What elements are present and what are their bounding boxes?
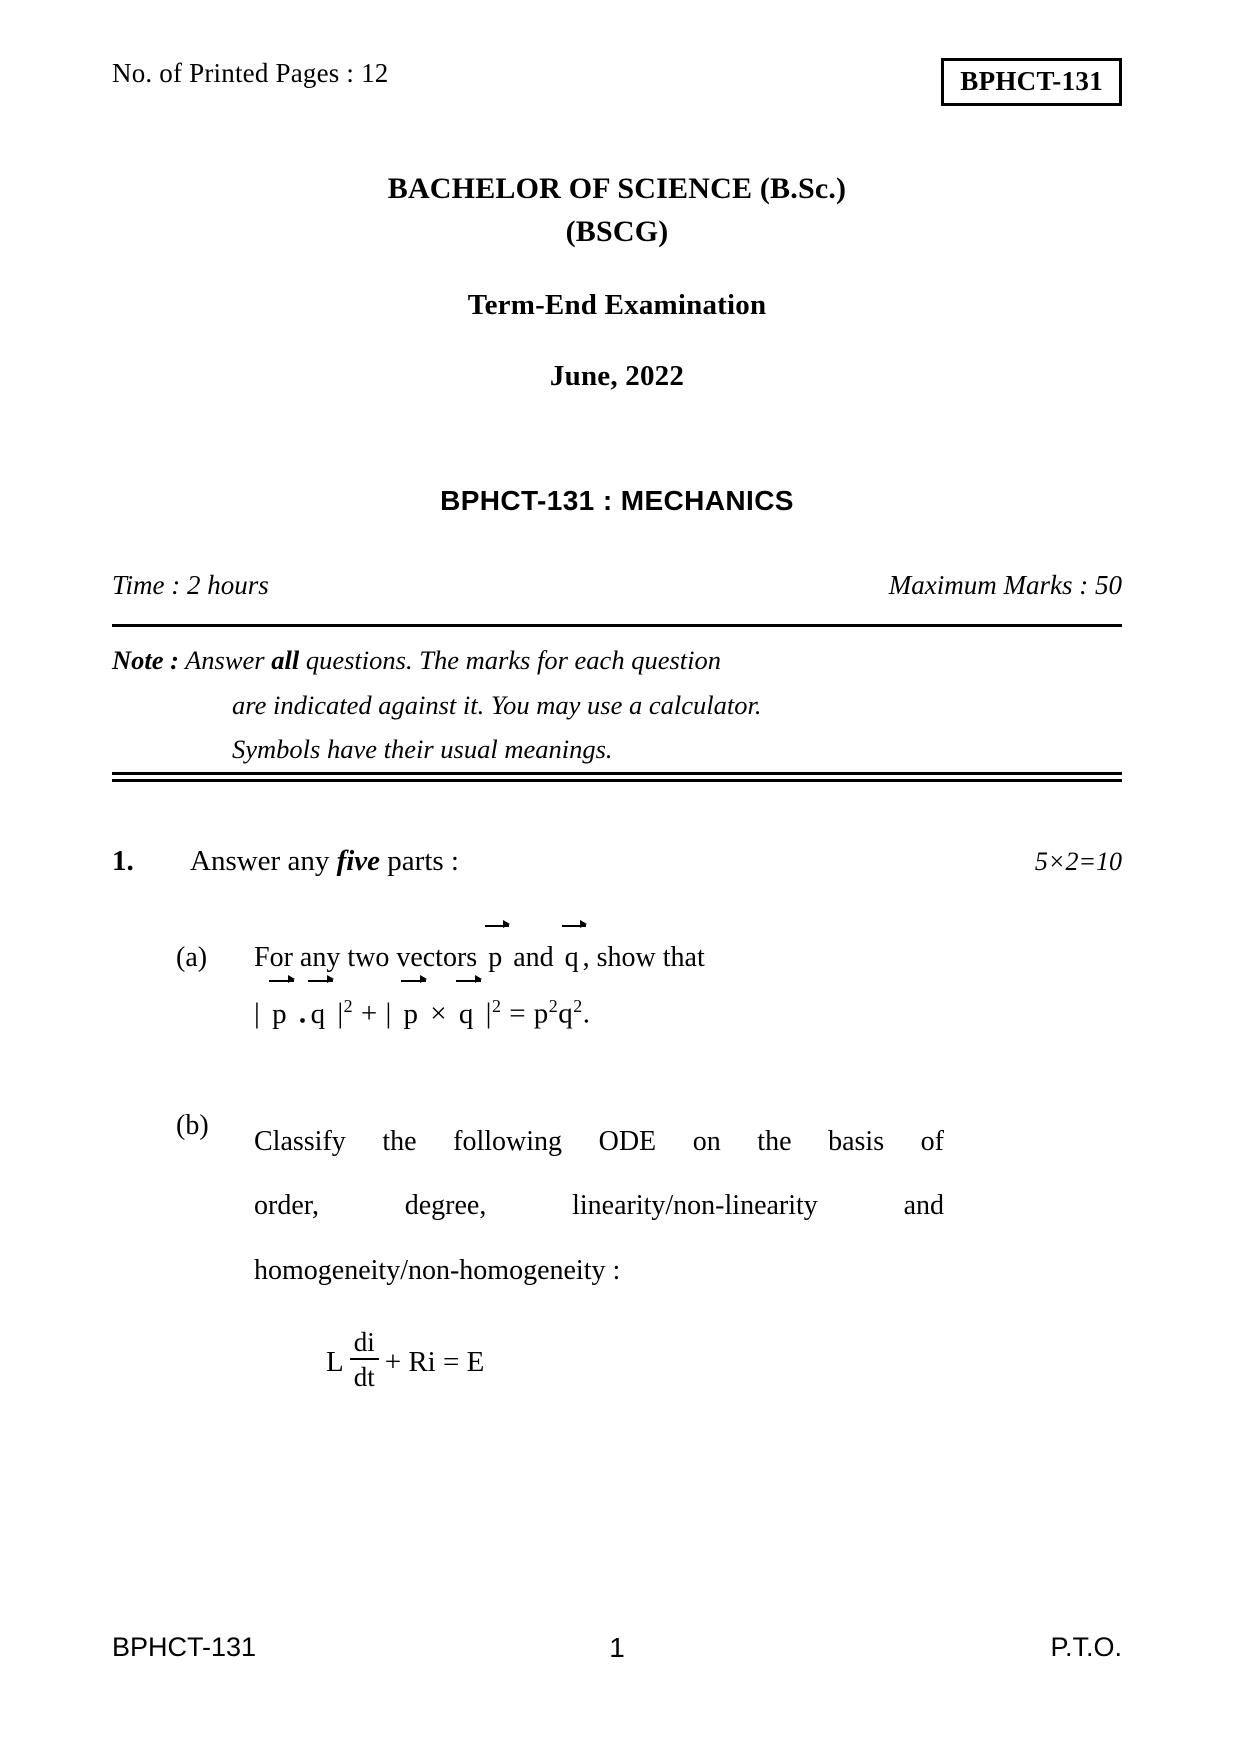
note-line1-pre: Answer xyxy=(185,645,265,675)
note-label: Note : xyxy=(112,645,179,675)
note-line-3: Symbols have their usual meanings. xyxy=(232,734,613,765)
equation-tail: + Ri = E xyxy=(384,1346,485,1379)
formula-vector-q2: q xyxy=(458,997,474,1030)
exam-info-row xyxy=(112,570,1122,601)
note-line1-bold: all xyxy=(271,645,300,675)
page-header xyxy=(112,58,1122,106)
question-1-heading xyxy=(112,845,1122,878)
part-b-line-3: homogeneity/non-homogeneity : xyxy=(254,1254,621,1286)
question-instruction-bold: five xyxy=(336,845,381,877)
question-instruction-pre: Answer any xyxy=(190,845,330,877)
question-part-b xyxy=(176,1110,944,1396)
part-a-seg1: For any two vectors xyxy=(254,942,478,973)
question-instruction-post: parts : xyxy=(387,845,459,877)
maximum-marks: Maximum Marks : 50 xyxy=(888,570,1122,600)
question-part-a xyxy=(176,942,944,1031)
course-code-box: BPHCT-131 xyxy=(941,58,1122,106)
divider-rule-bottom-b xyxy=(112,779,1122,782)
derivative-fraction xyxy=(350,1328,379,1393)
note-line-2: are indicated against it. You may use a calculator. xyxy=(232,689,762,720)
degree-title-line2: (BSCG) xyxy=(565,214,669,248)
question-instruction xyxy=(190,845,1035,878)
formula-vector-p1: p xyxy=(272,997,288,1030)
part-b-line-2: order, degree, linearity/non-linearity and xyxy=(254,1190,944,1222)
exam-date: June, 2022 xyxy=(549,360,685,393)
formula-vector-p2: p xyxy=(403,997,419,1030)
page-footer xyxy=(112,1632,1122,1663)
divider-rule-top xyxy=(112,624,1122,627)
formula-vector-q1: q xyxy=(310,997,326,1030)
part-b-line-1: Classify the following ODE on the basis of xyxy=(254,1126,944,1157)
title-block xyxy=(112,168,1122,517)
vector-q-glyph: q xyxy=(564,942,579,973)
footer-pto: P.T.O. xyxy=(1050,1632,1122,1662)
time-allowed: Time : 2 hours xyxy=(112,570,269,600)
note-line-1 xyxy=(112,638,1124,683)
part-b-label: (b) xyxy=(176,1110,209,1141)
part-a-seg3: , show that xyxy=(582,942,705,973)
divider-rule-bottom-a xyxy=(112,772,1122,775)
part-a-seg2: and xyxy=(513,942,554,973)
footer-page-number: 1 xyxy=(609,1632,625,1663)
fraction-bar xyxy=(350,1358,379,1360)
degree-title-line1: BACHELOR OF SCIENCE (B.Sc.) xyxy=(387,172,847,205)
part-a-formula: | p . q $|^2$ + | p × q $|^2 = p^2q^2$. xyxy=(254,996,591,1030)
exam-type: Term-End Examination xyxy=(467,289,767,322)
equation-lead: L xyxy=(326,1346,344,1379)
paper-title: BPHCT-131 : MECHANICS xyxy=(440,485,794,517)
question-marks: 5×2=10 xyxy=(1034,847,1122,876)
part-b-body xyxy=(254,1110,944,1396)
part-a-label: (a) xyxy=(176,942,208,973)
note-line1-post: questions. The marks for each question xyxy=(305,645,721,675)
vector-p-glyph: p xyxy=(488,942,503,973)
part-a-statement xyxy=(254,942,944,974)
part-b-equation xyxy=(326,1326,944,1396)
note-block xyxy=(112,638,1124,772)
printed-pages-text: No. of Printed Pages : 12 xyxy=(112,58,389,88)
part-a-body xyxy=(254,942,944,1031)
fraction-denominator: dt xyxy=(353,1362,375,1393)
footer-course-code: BPHCT-131 xyxy=(112,1632,257,1662)
fraction-numerator: di xyxy=(353,1326,375,1357)
question-number: 1. xyxy=(112,845,134,877)
